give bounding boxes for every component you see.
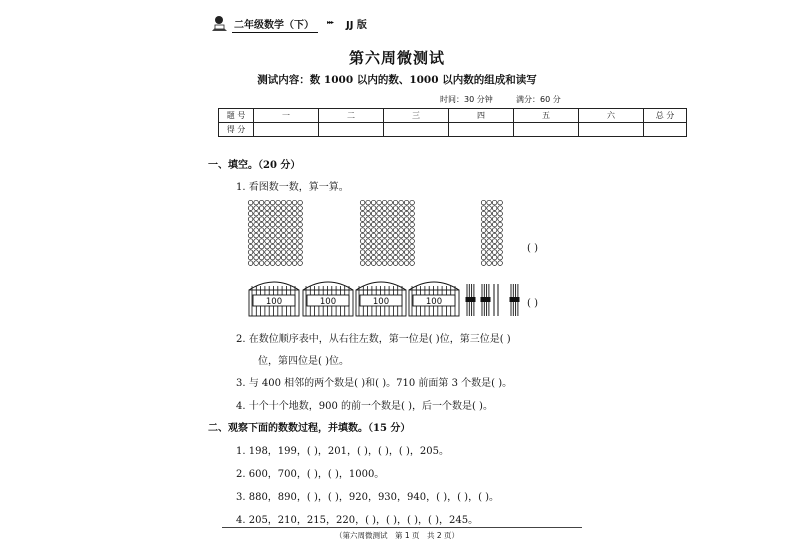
row-label-question: 题 号 (219, 109, 254, 123)
single-sticks (494, 284, 498, 316)
section-1-heading: 一、填空。（20 分） (208, 160, 301, 171)
hundred-bundle-3 (356, 282, 406, 316)
question-4-text: 4. 十个十个地数，900 的前一个数是( )，后一个数是( )。 (236, 401, 493, 412)
column-6: 六 (579, 109, 644, 123)
question-1-answer-blank-2[interactable]: ( ) (527, 298, 538, 309)
page-title: 第六周微测试 (348, 49, 445, 67)
question-2-line-2: 位，第四位是( )位。 (258, 356, 349, 367)
bundle-label: 100 (425, 297, 443, 307)
hundred-bundle-4 (409, 282, 459, 316)
edition-label: JJ 版 (346, 20, 367, 31)
hundred-bundle-1 (249, 282, 299, 316)
question-2-line-1: 2. 在数位顺序表中，从右往左数，第一位是( )位，第三位是( ) (236, 334, 511, 345)
footer-divider (222, 527, 582, 528)
question-1-text: 1. 看图数一数，算一算。 (236, 182, 349, 193)
sequence-item-4: 4. 205，210，215，220，( )，( )，( )，( )，245。 (236, 515, 479, 526)
bundle-label: 100 (265, 297, 283, 307)
page-footer: （第六周微测试 第 1 页 共 2 页） (334, 531, 460, 540)
arrows-decoration: ▸▸▸ (327, 19, 334, 26)
section-2-heading: 二、观察下面的数数过程，并填数。（15 分） (208, 423, 411, 434)
grade-label: 二年级数学（下） (232, 16, 318, 33)
bundle-label: 100 (372, 297, 390, 307)
question-1-answer-blank-1[interactable]: ( ) (527, 243, 538, 254)
ten-bundle-2 (481, 284, 491, 316)
hundred-bundle-2 (303, 282, 353, 316)
column-total: 总 分 (644, 109, 687, 123)
column-5: 五 (514, 109, 579, 123)
row-label-score: 得 分 (219, 123, 254, 137)
question-3-text: 3. 与 400 相邻的两个数是( )和( )。710 前面第 3 个数是( )。 (236, 378, 513, 389)
test-subtitle: 测试内容：数 1000 以内的数、1000 以内数的组成和读写 (257, 74, 537, 86)
time-limit: 时间：30 分钟 (440, 95, 493, 104)
stick-bundles (249, 282, 520, 316)
column-3: 三 (384, 109, 449, 123)
sequence-item-2: 2. 600，700，( )，( )，1000。 (236, 469, 385, 480)
ten-bundle-3 (510, 284, 520, 316)
ten-bundle-1 (466, 284, 476, 316)
sequence-item-3: 3. 880，890，( )，( )，920，930，940，( )，( )，( )。 (236, 492, 500, 503)
bead-grid-3 (481, 200, 502, 265)
column-4: 四 (449, 109, 514, 123)
bead-grid-2 (360, 200, 414, 265)
bead-grids (248, 200, 502, 265)
bead-grid-1 (248, 200, 302, 265)
column-2: 二 (319, 109, 384, 123)
column-1: 一 (254, 109, 319, 123)
bundle-label: 100 (319, 297, 337, 307)
sequence-item-1: 1. 198，199，( )，201，( )，( )，( )，205。 (236, 446, 449, 457)
full-score: 满分：60 分 (516, 95, 561, 104)
